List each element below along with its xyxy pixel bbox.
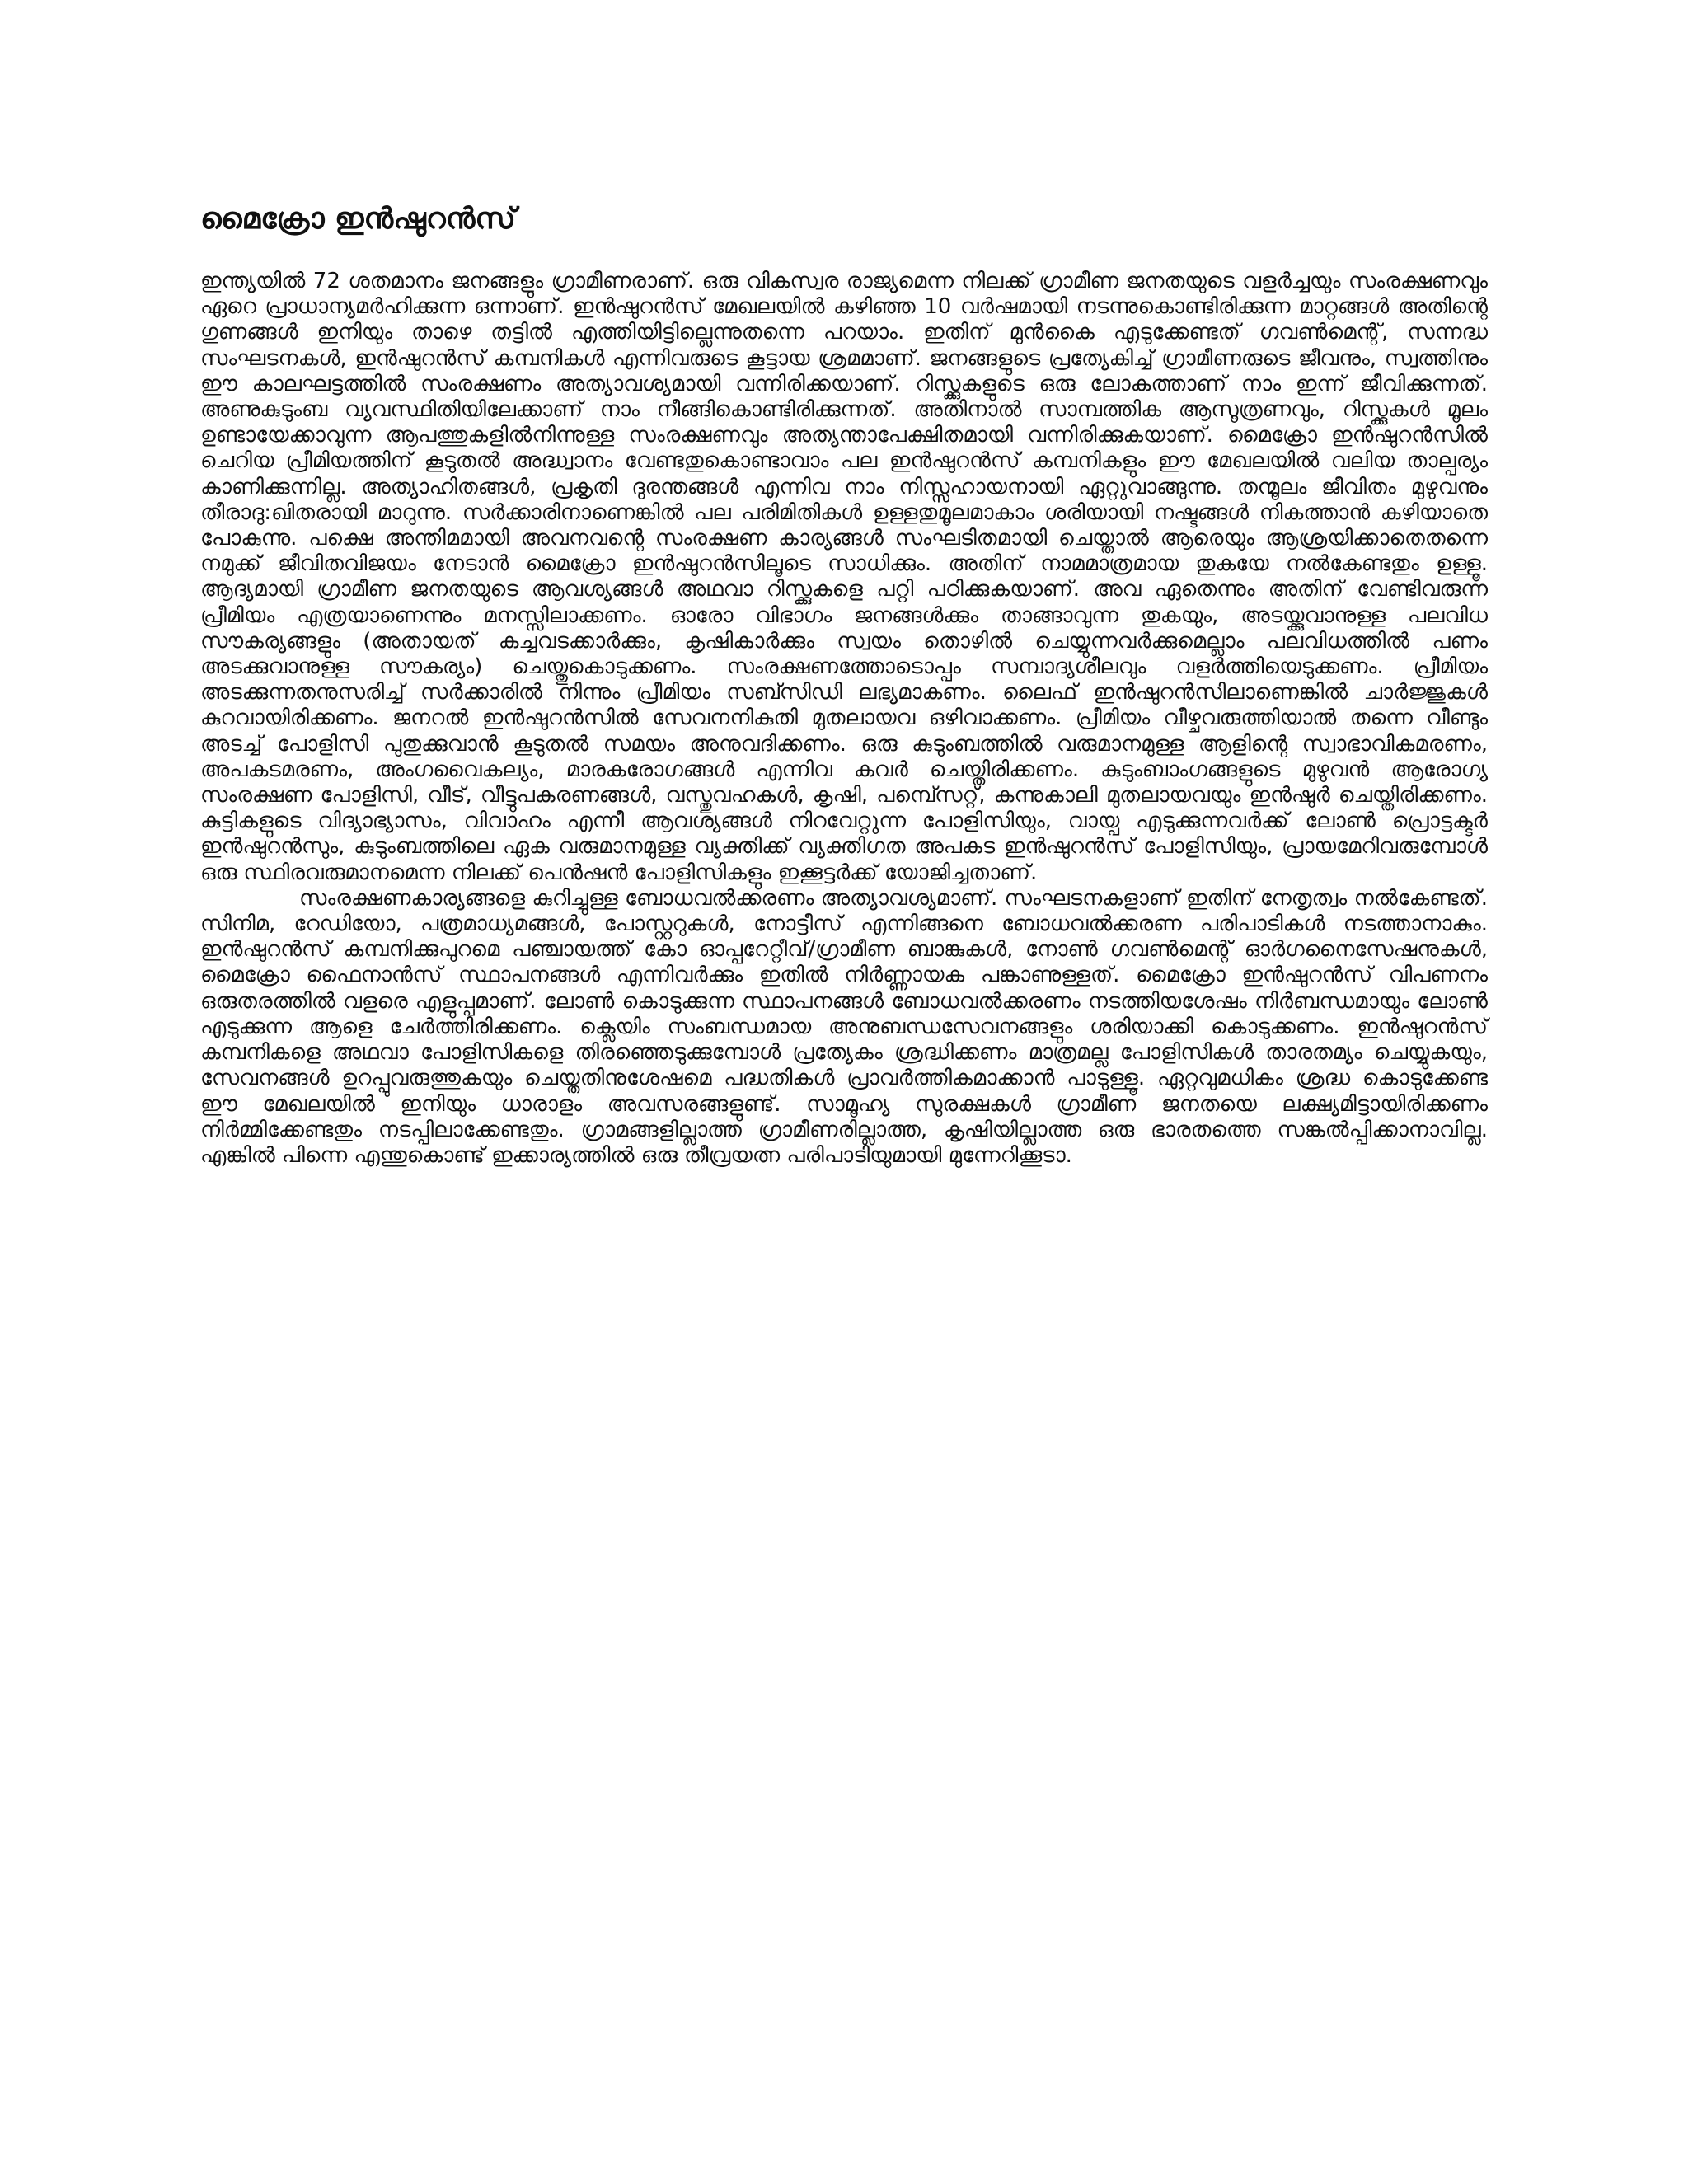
- body-paragraph-2: സംരക്ഷണകാര്യങ്ങളെ കുറിച്ചുള്ള ബോധവൽക്കരണം അത്യാവശ്യമാണ്. സംഘടനകളാണ് ഇതിന് നേതൃത്വം നൽകേണ്ടത്. സിനിമ, റേഡിയോ, പത്രമാധ്യമങ്ങൾ, പോസ്റ്ററുകൾ, നോട്ടീസ് എന്നിങ്ങനെ ബോധവൽക്കരണ പരിപാടികൾ നടത്താനാകും. ഇൻഷുറൻസ് കമ്പനിക്കുപുറമെ പഞ്ചായത്ത് കോ ഓപ്പറേറ്റീവ്/ഗ്രാമീണ ബാങ്കുകൾ, നോൺ ഗവൺമെന്റ് ഓർഗനൈസേഷനുകൾ, മൈക്രോ ഫൈനാൻസ് സ്ഥാപനങ്ങൾ എന്നിവർക്കും ഇതിൽ നിർണ്ണായക പങ്കാണുള്ളത്. മൈക്രോ ഇൻഷുറൻസ് വിപണനം ഒരുതരത്തിൽ വളരെ എളുപ്പമാണ്. ലോൺ കൊടുക്കുന്ന സ്ഥാപനങ്ങൾ ബോധവൽക്കരണം നടത്തിയശേഷം നിർബന്ധമായും ലോൺ എടുക്കുന്ന ആളെ ചേർത്തിരിക്കണം. ക്ലെയിം സംബന്ധമായ അനുബന്ധസേവനങ്ങളും ശരിയാക്കി കൊടുക്കണം. ഇൻഷുറൻസ് കമ്പനികളെ അഥവാ പോളിസികളെ തിരഞ്ഞെടുക്കുമ്പോൾ പ്രത്യേകം ശ്രദ്ധിക്കണം മാത്രമല്ല പോളിസികൾ താരതമ്യം ചെയ്യുകയും, സേവനങ്ങൾ ഉറപ്പുവരുത്തുകയും ചെയ്തതിനുശേഷമെ പദ്ധതികൾ പ്രാവർത്തികമാക്കാൻ പാടുള്ളൂ. ഏറ്റവുമധികം ശ്രദ്ധ കൊടുക്കേണ്ട ഈ മേഖലയിൽ ഇനിയും ധാരാളം അവസരങ്ങളുണ്ട്. സാമൂഹ്യ സുരക്ഷകൾ ഗ്രാമീണ ജനതയെ ലക്ഷ്യമിട്ടായിരിക്കണം നിർമ്മിക്കേണ്ടതും നടപ്പിലാക്കേണ്ടതും. ഗ്രാമങ്ങളില്ലാത്ത ഗ്രാമീണരില്ലാത്ത, കൃഷിയില്ലാത്ത ഒരു ഭാരതത്തെ സങ്കൽപ്പിക്കാനാവില്ല. എങ്കിൽ പിന്നെ എന്തുകൊണ്ട് ഇക്കാര്യത്തിൽ ഒരു തീവ്രയത്ന പരിപാടിയുമായി മുന്നേറിക്കൂടാ.: [200, 885, 1488, 1168]
- body-paragraph-1: ഇന്ത്യയിൽ 72 ശതമാനം ജനങ്ങളും ഗ്രാമീണരാണ്. ഒരു വികസ്വര രാജ്യമെന്ന നിലക്ക് ഗ്രാമീണ ജനതയുടെ വളർച്ചയും സംരക്ഷണവും ഏറെ പ്രാധാന്യമർഹിക്കുന്ന ഒന്നാണ്. ഇൻഷുറൻസ് മേഖലയിൽ കഴിഞ്ഞ 10 വർഷമായി നടന്നുകൊണ്ടിരിക്കുന്ന മാറ്റങ്ങൾ അതിന്റെ ഗുണങ്ങൾ ഇനിയും താഴെ തട്ടിൽ എത്തിയിട്ടില്ലെന്നുതന്നെ പറയാം. ഇതിന് മുൻകൈ എടുക്കേണ്ടത് ഗവൺമെന്റ്, സന്നദ്ധ സംഘടനകൾ, ഇൻഷുറൻസ് കമ്പനികൾ എന്നിവരുടെ കൂട്ടായ ശ്രമമാണ്. ജനങ്ങളുടെ പ്രത്യേകിച്ച് ഗ്രാമീണരുടെ ജീവനും, സ്വത്തിനും ഈ കാലഘട്ടത്തിൽ സംരക്ഷണം അത്യാവശ്യമായി വന്നിരിക്കയാണ്. റിസ്ക്കുകളുടെ ഒരു ലോകത്താണ് നാം ഇന്ന് ജീവിക്കുന്നത്. അണുകുടുംബ വ്യവസ്ഥിതിയിലേക്കാണ് നാം നീങ്ങികൊണ്ടിരിക്കുന്നത്. അതിനാൽ സാമ്പത്തിക ആസൂത്രണവും, റിസ്ക്കുകൾ മൂലം ഉണ്ടായേക്കാവുന്ന ആപത്തുകളിൽനിന്നുള്ള സംരക്ഷണവും അത്യന്താപേക്ഷിതമായി വന്നിരിക്കുകയാണ്. മൈക്രോ ഇൻഷുറൻസിൽ ചെറിയ പ്രീമിയത്തിന് കൂടുതൽ അദ്ധ്വാനം വേണ്ടതുകൊണ്ടാവാം പല ഇൻഷുറൻസ് കമ്പനികളും ഈ മേഖലയിൽ വലിയ താല്പര്യം കാണിക്കുന്നില്ല. അത്യാഹിതങ്ങൾ, പ്രകൃതി ദുരന്തങ്ങൾ എന്നിവ നാം നിസ്സഹായനായി ഏറ്റുവാങ്ങുന്നു. തന്മൂലം ജീവിതം മുഴുവനും തീരാദു:ഖിതരായി മാറുന്നു. സർക്കാരിനാണെങ്കിൽ പല പരിമിതികൾ ഉള്ളതുമൂലമാകാം ശരിയായി നഷ്ടങ്ങൾ നികത്താൻ കഴിയാതെ പോകുന്നു. പക്ഷെ അന്തിമമായി അവനവന്റെ സംരക്ഷണ കാര്യങ്ങൾ സംഘടിതമായി ചെയ്താൽ ആരെയും ആശ്രയിക്കാതെതന്നെ നമുക്ക് ജീവിതവിജയം നേടാൻ മൈക്രോ ഇൻഷുറൻസിലൂടെ സാധിക്കും. അതിന് നാമമാത്രമായ തുകയേ നൽകേണ്ടതും ഉള്ളൂ. ആദ്യമായി ഗ്രാമീണ ജനതയുടെ ആവശ്യങ്ങൾ അഥവാ റിസ്ക്കുകളെ പറ്റി പഠിക്കുകയാണ്. അവ ഏതെന്നും അതിന് വേണ്ടിവരുന്ന പ്രീമിയം എത്രയാണെന്നും മനസ്സിലാക്കണം. ഓരോ വിഭാഗം ജനങ്ങൾക്കും താങ്ങാവുന്ന തുകയും, അടയ്ക്കുവാനുള്ള പലവിധ സൗകര്യങ്ങളും (അതായത് കച്ചവടക്കാർക്കും, കൃഷികാർക്കും സ്വയം തൊഴിൽ ചെയ്യുന്നവർക്കുമെല്ലാം പലവിധത്തിൽ പണം അടക്കുവാനുള്ള സൗകര്യം) ചെയ്തുകൊടുക്കണം. സംരക്ഷണത്തോടൊപ്പം സമ്പാദ്യശീലവും വളർത്തിയെടുക്കണം. പ്രീമിയം അടക്കുന്നതനുസരിച്ച് സർക്കാരിൽ നിന്നും പ്രീമിയം സബ്സിഡി ലഭ്യമാകണം. ലൈഫ് ഇൻഷുറൻസിലാണെങ്കിൽ ചാർജ്ജുകൾ കുറവായിരിക്കണം. ജനറൽ ഇൻഷുറൻസിൽ സേവനനികുതി മുതലായവ ഒഴിവാക്കണം. പ്രീമിയം വീഴ്ചവരുത്തിയാൽ തന്നെ വീണ്ടും അടച്ച് പോളിസി പുതുക്കുവാൻ കൂടുതൽ സമയം അനുവദിക്കണം. ഒരു കുടുംബത്തിൽ വരുമാനമുള്ള ആളിന്റെ സ്വാഭാവികമരണം, അപകടമരണം, അംഗവൈകല്യം, മാരകരോഗങ്ങൾ എന്നിവ കവർ ചെയ്തിരിക്കണം. കുടുംബാംഗങ്ങളുടെ മുഴുവൻ ആരോഗ്യ സംരക്ഷണ പോളിസി, വീട്, വീട്ടുപകരണങ്ങൾ, വസ്തുവഹകൾ, കൃഷി, പമ്പ്സെറ്റ്, കന്നുകാലി മുതലായവയും ഇൻഷുർ ചെയ്തിരിക്കണം. കുട്ടികളുടെ വിദ്യാഭ്യാസം, വിവാഹം എന്നീ ആവശ്യങ്ങൾ നിറവേറ്റുന്ന പോളിസിയും, വായ്പ എടുക്കുന്നവർക്ക് ലോൺ പ്രൊട്ടക്ടർ ഇൻഷുറൻസും, കുടുംബത്തിലെ ഏക വരുമാനമുള്ള വ്യക്തിക്ക് വ്യക്തിഗത അപകട ഇൻഷുറൻസ് പോളിസിയും, പ്രായമേറിവരുമ്പോൾ ഒരു സ്ഥിരവരുമാനമെന്ന നിലക്ക് പെൻഷൻ പോളിസികളും ഇക്കൂട്ടർക്ക് യോജിച്ചതാണ്.: [200, 269, 1488, 885]
- document-title: മൈക്രോ ഇൻഷുറൻസ്: [200, 202, 516, 236]
- document-body: [200, 269, 1488, 1169]
